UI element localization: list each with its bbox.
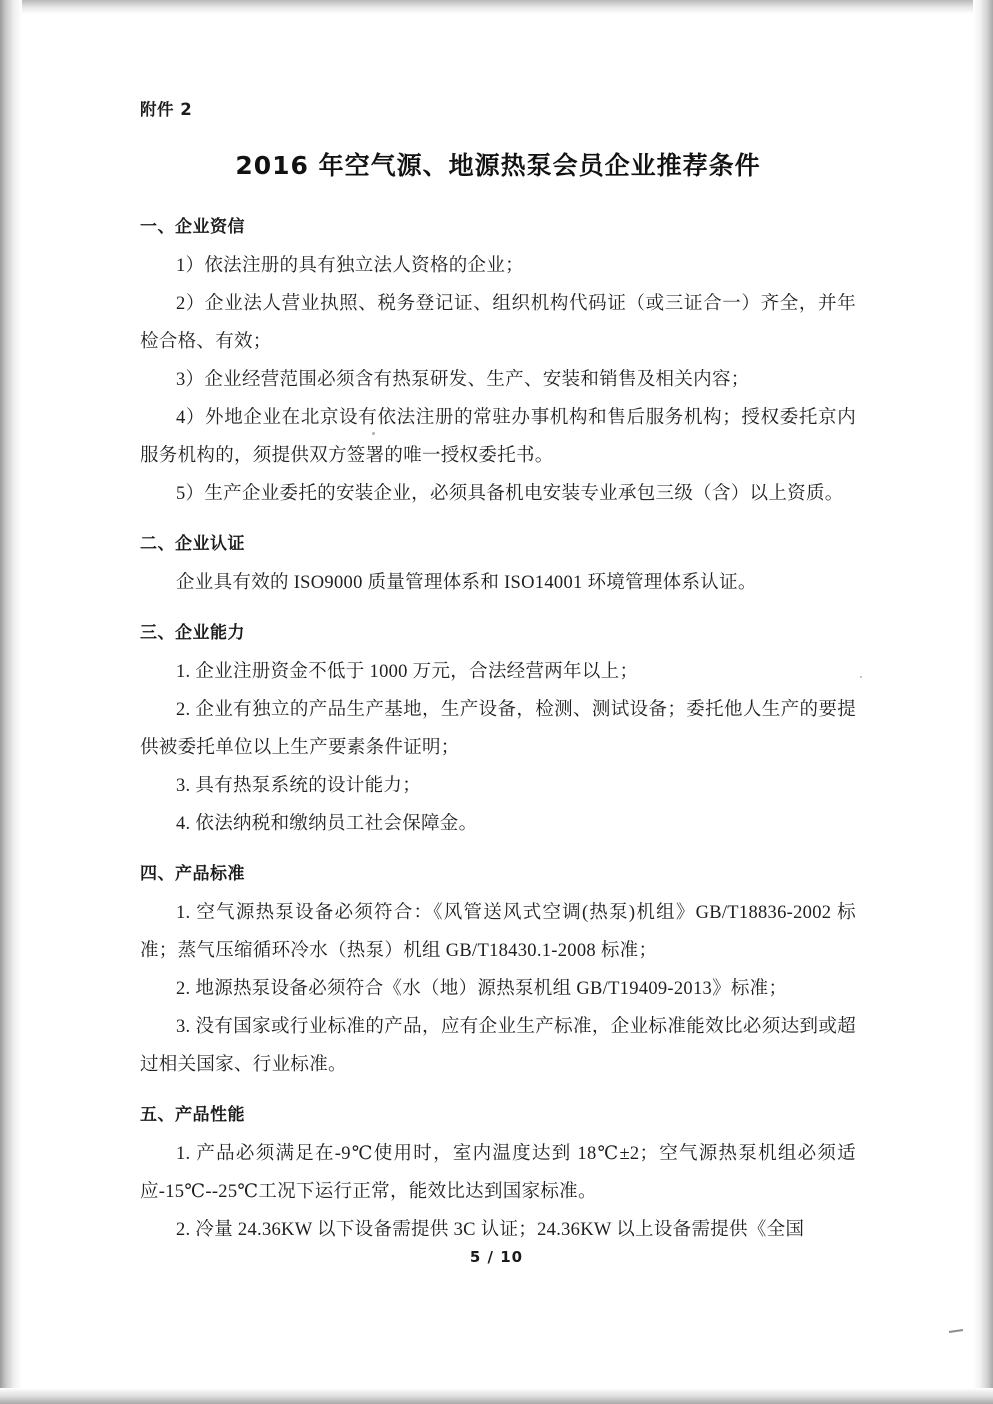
scan-edge-left bbox=[0, 0, 22, 1404]
paragraph: 3. 具有热泵系统的设计能力； bbox=[176, 776, 422, 796]
paragraph: 2. 企业有独立的产品生产基地，生产设备，检测、测试设备；委托他人生产的要提供被委托单位以上生产要素条件证明； bbox=[140, 700, 856, 758]
scan-edge-right bbox=[973, 0, 993, 1404]
paragraph: 5）生产企业委托的安装企业，必须具备机电安装专业承包三级（含）以上资质。 bbox=[176, 484, 844, 504]
scan-edge-bottom bbox=[0, 1388, 993, 1404]
section-heading-4: 四、产品标准 bbox=[140, 864, 245, 884]
paragraph: 1. 企业注册资金不低于 1000 万元，合法经营两年以上； bbox=[176, 662, 639, 682]
page-title: 2016 年空气源、地源热泵会员企业推荐条件 bbox=[235, 151, 761, 180]
paragraph: 3. 没有国家或行业标准的产品，应有企业生产标准，企业标准能效比必须达到或超过相关国家、行业标准。 bbox=[140, 1017, 856, 1075]
scan-speck bbox=[860, 676, 862, 678]
section-heading-5: 五、产品性能 bbox=[140, 1105, 245, 1125]
paragraph: 2. 冷量 24.36KW 以下设备需提供 3C 认证；24.36KW 以上设备需提供《全国 bbox=[176, 1220, 805, 1240]
paragraph: 4. 依法纳税和缴纳员工社会保障金。 bbox=[176, 814, 478, 834]
document-body bbox=[140, 96, 856, 1249]
page-number: 5 / 10 bbox=[469, 1248, 524, 1266]
paragraph: 1）依法注册的具有独立法人资格的企业； bbox=[176, 256, 524, 276]
paragraph: 企业具有效的 ISO9000 质量管理体系和 ISO14001 环境管理体系认证。 bbox=[176, 573, 757, 593]
paragraph: 3）企业经营范围必须含有热泵研发、生产、安装和销售及相关内容； bbox=[176, 370, 750, 390]
section-heading-2: 二、企业认证 bbox=[140, 534, 245, 554]
paragraph: 4）外地企业在北京设有依法注册的常驻办事机构和售后服务机构；授权委托京内服务机构的，须提供双方签署的唯一授权委托书。 bbox=[140, 408, 856, 466]
section-heading-3: 三、企业能力 bbox=[140, 623, 245, 643]
paragraph: 1. 产品必须满足在-9℃使用时，室内温度达到 18℃±2；空气源热泵机组必须适应-15℃--25℃工况下运行正常，能效比达到国家标准。 bbox=[140, 1144, 856, 1202]
section-heading-1: 一、企业资信 bbox=[140, 217, 245, 237]
paragraph: 2）企业法人营业执照、税务登记证、组织机构代码证（或三证合一）齐全，并年检合格、有效； bbox=[140, 294, 856, 352]
scan-edge-top bbox=[0, 0, 993, 14]
paragraph: 2. 地源热泵设备必须符合《水（地）源热泵机组 GB/T19409-2013》标准； bbox=[176, 979, 788, 999]
scan-artifact-mark bbox=[949, 1329, 963, 1333]
attachment-label: 附件 2 bbox=[140, 100, 193, 119]
paragraph: 1. 空气源热泵设备必须符合：《风管送风式空调(热泵)机组》GB/T18836-2002 标准；蒸气压缩循环冷水（热泵）机组 GB/T18430.1-2008 标准； bbox=[140, 903, 856, 961]
